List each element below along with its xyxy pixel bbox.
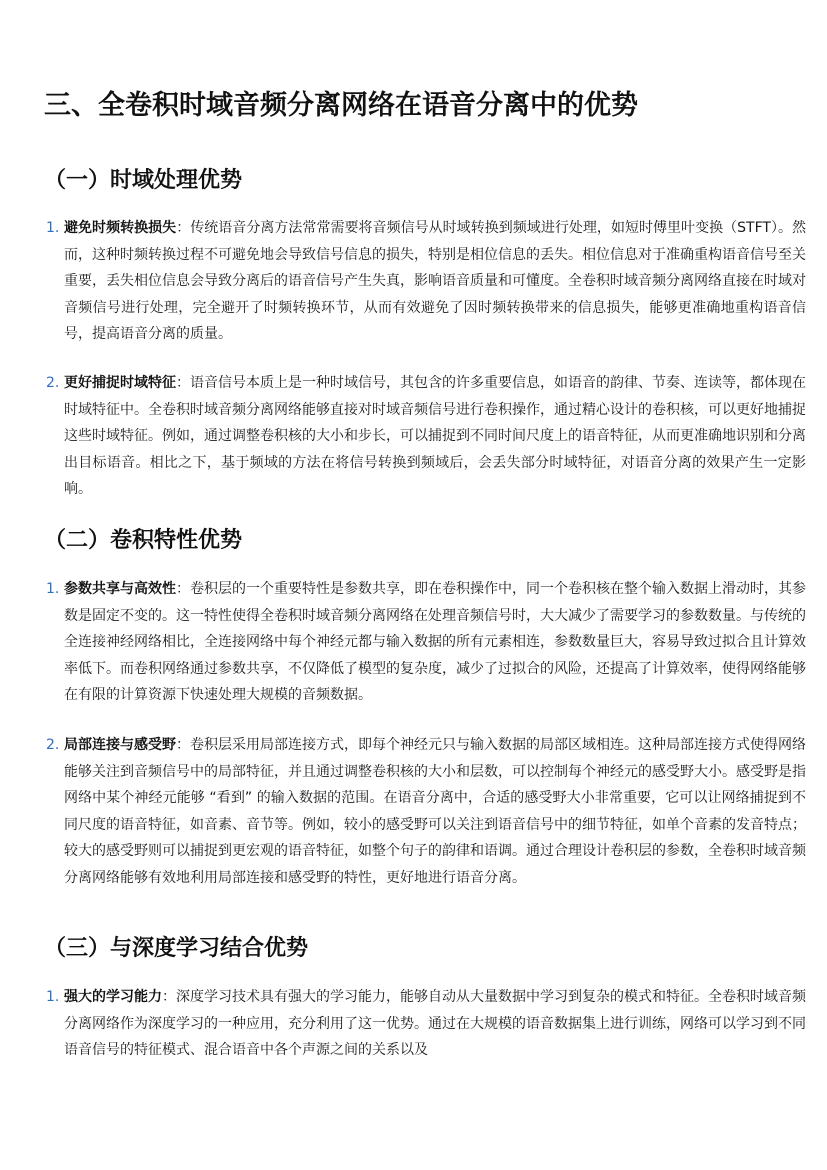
list-item-text: 卷积层采用局部连接方式，即每个神经元只与输入数据的局部区域相连。这种局部连接方式使得网络能够关注到音频信号中的局部特征，并且通过调整卷积核的大小和层数，可以控制每个神经元的感受野大小。感受野是指网络中某个神经元能够 “看到” 的输入数据的范围。在语音分离中，合适的感受野大小非常重要，它可以让网络捕捉到不同尺度的语音特征，如音素、音节等。例如，较小的感受野可以关注到语音信号中的细节特征，如单个音素的发音特点；较大的感受野则可以捕捉到更宏观的语音特征，如整个句子的韵律和语调。通过合理设计卷积层的参数，全卷积时域音频分离网络能够有效地利用局部连接和感受野的特性，更好地进行语音分离。	[64, 737, 806, 886]
list-item-body	[64, 370, 806, 503]
list-item	[44, 576, 806, 709]
list-item-separator: ：	[176, 375, 190, 391]
section-heading-time-domain: （一）时域处理优势	[44, 168, 243, 193]
list-number: 2.	[46, 375, 60, 391]
list-item-text: 传统语音分离方法常常需要将音频信号从时域转换到频域进行处理，如短时傅里叶变换（STFT）。然而，这种时频转换过程不可避免地会导致信号信息的损失，特别是相位信息的丢失。相位信息对于准确重构语音信号至关重要，丢失相位信息会导致分离后的语音信号产生失真，影响语音质量和可懂度。全卷积时域音频分离网络直接在时域对音频信号进行处理，完全避开了时频转换环节，从而有效避免了因时频转换带来的信息损失，能够更准确地重构语音信号，提高语音分离的质量。	[64, 220, 807, 342]
list-item-term: 参数共享与高效性	[64, 581, 176, 597]
list-item-term: 局部连接与感受野	[64, 737, 176, 753]
list-item-text: 语音信号本质上是一种时域信号，其包含的许多重要信息，如语音的韵律、节奏、连读等，都体现在时域特征中。全卷积时域音频分离网络能够直接对时域音频信号进行卷积操作，通过精心设计的卷积核，可以更好地捕捉这些时域特征。例如，通过调整卷积核的大小和步长，可以捕捉到不同时间尺度上的语音特征，从而更准确地识别和分离出目标语音。相比之下，基于频域的方法在将信号转换到频域后，会丢失部分时域特征，对语音分离的效果产生一定影响。	[64, 375, 806, 497]
list-item-body	[64, 215, 806, 348]
list-number: 1.	[46, 220, 60, 236]
list-item-term: 强大的学习能力	[64, 989, 162, 1005]
list-number: 1.	[46, 581, 60, 597]
list-item-separator: ：	[176, 581, 190, 597]
list-item-body	[64, 576, 806, 709]
document-title: 三、全卷积时域音频分离网络在语音分离中的优势	[44, 90, 638, 121]
list-item	[44, 215, 806, 348]
list-item-separator: ：	[176, 737, 190, 753]
section-heading-deep-learning: （三）与深度学习结合优势	[44, 936, 309, 961]
list-item-body	[64, 732, 806, 891]
list-item	[44, 984, 806, 1064]
list-item-text: 卷积层的一个重要特性是参数共享，即在卷积操作中，同一个卷积核在整个输入数据上滑动时，其参数是固定不变的。这一特性使得全卷积时域音频分离网络在处理音频信号时，大大减少了需要学习的参数数量。与传统的全连接神经网络相比，全连接网络中每个神经元都与输入数据的所有元素相连，参数数量巨大，容易导致过拟合且计算效率低下。而卷积网络通过参数共享，不仅降低了模型的复杂度，减少了过拟合的风险，还提高了计算效率，使得网络能够在有限的计算资源下快速处理大规模的音频数据。	[64, 581, 806, 703]
list-number: 2.	[46, 737, 60, 753]
list-number: 1.	[46, 989, 60, 1005]
list-item	[44, 370, 806, 503]
list-item-separator: ：	[176, 220, 191, 236]
list-item-body	[64, 984, 806, 1064]
list-item-text: 深度学习技术具有强大的学习能力，能够自动从大量数据中学习到复杂的模式和特征。全卷积时域音频分离网络作为深度学习的一种应用，充分利用了这一优势。通过在大规模的语音数据集上进行训练，网络可以学习到不同语音信号的特征模式、混合语音中各个声源之间的关系以及	[64, 989, 806, 1058]
list-item-term: 避免时频转换损失	[64, 220, 177, 236]
list-item-term: 更好捕捉时域特征	[64, 375, 176, 391]
list-item-separator: ：	[162, 989, 176, 1005]
list-item	[44, 732, 806, 891]
section-heading-convolution: （二）卷积特性优势	[44, 528, 243, 553]
